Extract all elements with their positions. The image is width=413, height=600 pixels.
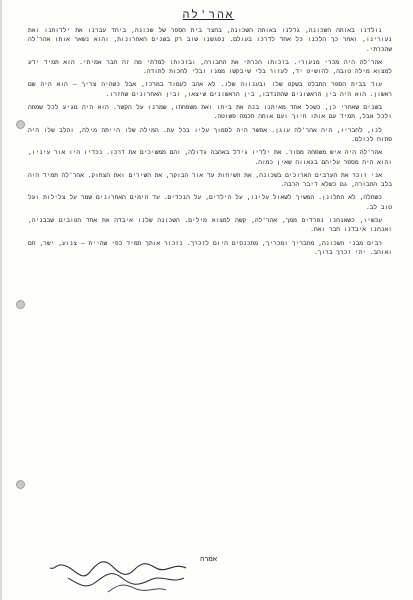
- signature-scribble: [46, 560, 196, 596]
- paragraph: רבים מבני השכונה, מחבריך ומכריך, מתכנסים היום לזכרך. נזכור אותך תמיד כפי שהיית — צנוע, ישר, חם ואוהב. יהי זכרך ברוך.: [28, 239, 392, 256]
- document-body: [28, 26, 392, 261]
- paragraph: עכשיו, כשאנחנו נפרדים ממך, אהר'לה, קשה למצוא מילים. השכונה שלנו איבדה את אחד הטובים שבבניה, ואנחנו איבדנו חבר ואח.: [28, 217, 392, 234]
- paragraph: אהר'לה היה מכרי מנעורי. בזכותו הכרתי את החבורה, ובזכותו למדתי מה זה חבר אמיתי. הוא תמיד ידע למצוא מילה טובה, להושיט יד, לעזור בלי שיבקשו ממנו ובלי לחכות לתודה.: [28, 58, 392, 76]
- paragraph: כשחלה, לא התלונן. המשיך לשאול עלינו, על הילדים, על הנכדים. עד הימים האחרונים שמר על צלילות ועל טוב לב.: [28, 194, 392, 211]
- paragraph: עוד בבית הספר התבלט בשקט שלו ובענווה שלו. לא אהב לעמוד במרכז, אבל כשהיה צריך — הוא היה שם ראשון. הוא היה בין הראשונים שהתנדבו, בין הראשונים שיצאו, ובין האחרונים שחזרו.: [28, 81, 392, 98]
- paragraph: נולדנו באותה השכונה, גדלנו באותה השכונה, בחצר בית הספר של שכונה, ביחד עברנו את ילדותנו ואת נעורינו, ואחר כך הלכנו כל אחד לדרכו בעולם. נפגשנו שוב רק בשנים האחרונות, והוא נשאר אותו אהר'לה שהכרתי.: [28, 27, 392, 53]
- closing-word: אמרה: [200, 555, 217, 563]
- binder-hole: [16, 300, 25, 309]
- handwritten-signature: [46, 560, 196, 596]
- paragraph: לנו, לחבריו, היה אהר'לה עוגן. אפשר היה לסמוך עליו בכל עת. המילה שלו הייתה מילה, והלב שלו היה פתוח לכולם.: [28, 126, 392, 143]
- paragraph: אהר'לה היה איש משפחה מסור. את ילדיו גידל באהבה גדולה, והם ממשיכים את דרכו. נכדיו היו אור עיניו, והוא היה מספר עליהם בגאווה שאין כמוה.: [28, 149, 392, 166]
- paragraph: בשנים שאחרי כן, כשכל אחד מאיתנו בנה את ביתו ואת משפחתו, שמרנו על הקשר. הוא היה מגיע לכל שמחה ולכל אבל, תמיד עם אותו חיוך ועם אותה חכמה פשוטה.: [28, 104, 392, 121]
- document-title: אהר'לה: [182, 8, 235, 21]
- binder-hole: [16, 120, 25, 129]
- paragraph: אני זוכר את הערבים הארוכים בשכונה, את השיחות עד אור הבוקר, את השירים ואת הצחוק. אהר'לה תמיד היה בלב החבורה, גם כשלא דיבר הרבה.: [28, 171, 392, 189]
- binder-hole: [16, 480, 25, 489]
